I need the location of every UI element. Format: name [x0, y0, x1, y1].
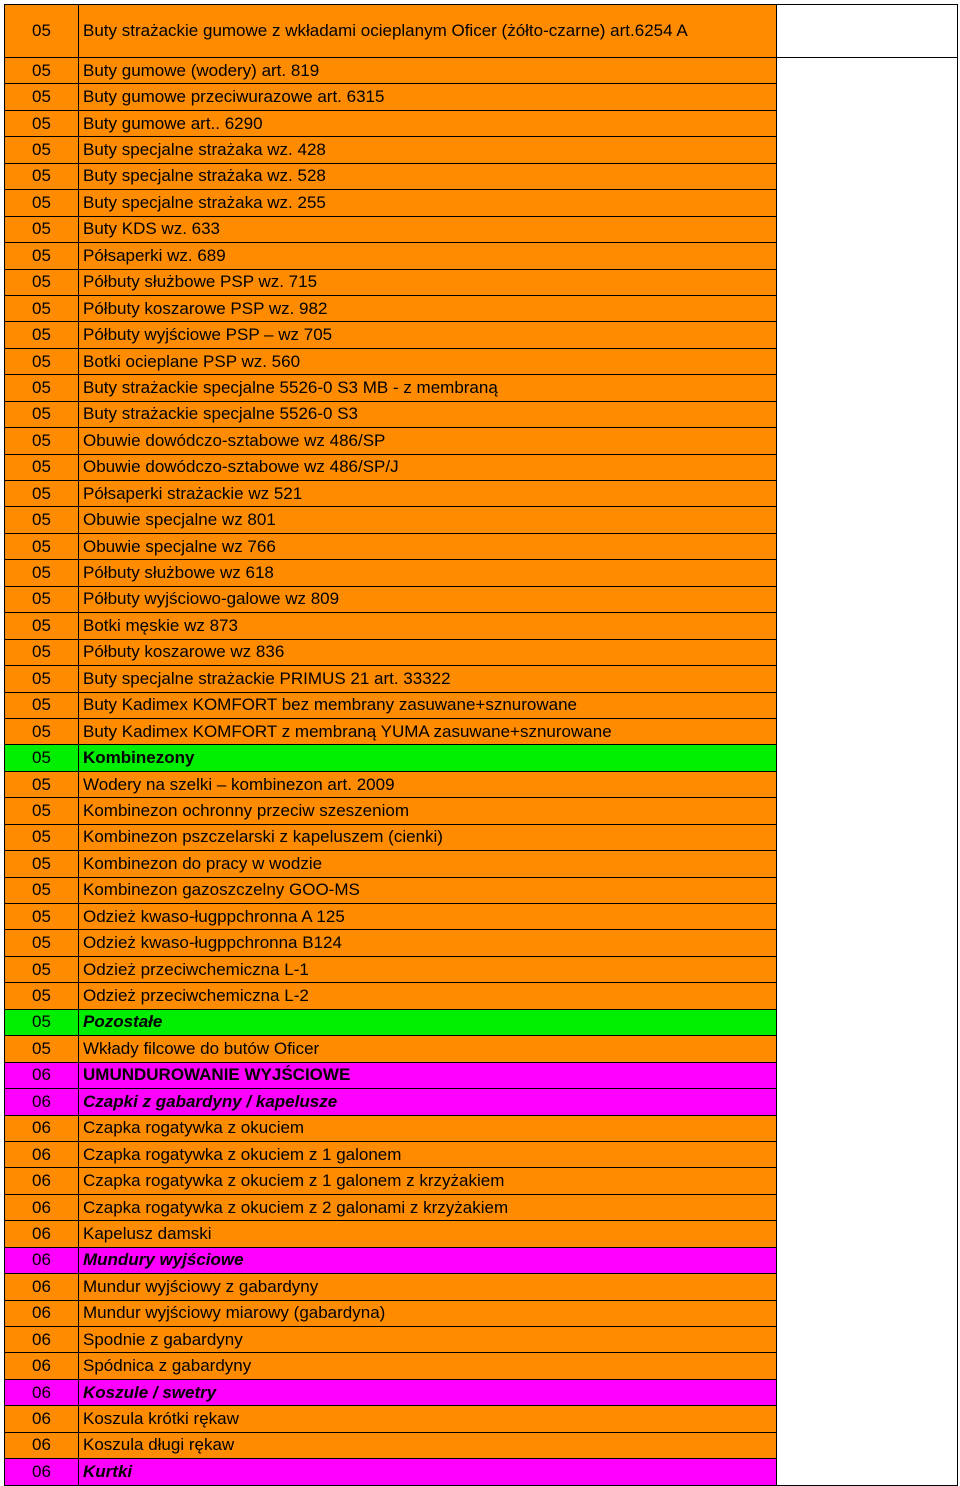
row-blank-cell[interactable] — [777, 1141, 958, 1167]
row-blank-cell[interactable] — [777, 110, 958, 136]
row-code-cell[interactable]: 06 — [5, 1194, 79, 1220]
row-blank-cell[interactable] — [777, 1432, 958, 1458]
row-blank-cell[interactable] — [777, 1168, 958, 1194]
row-blank-cell[interactable] — [777, 745, 958, 771]
table-row — [5, 269, 958, 295]
row-name-cell[interactable]: Mundur wyjściowy miarowy (gabardyna) — [79, 1300, 777, 1326]
row-blank-cell[interactable] — [777, 533, 958, 559]
row-name-cell[interactable]: Czapka rogatywka z okuciem — [79, 1115, 777, 1141]
row-name-cell[interactable]: Buty gumowe przeciwurazowe art. 6315 — [79, 84, 777, 110]
table-row — [5, 110, 958, 136]
table-row — [5, 1168, 958, 1194]
table-row — [5, 666, 958, 692]
row-code-cell[interactable]: 05 — [5, 824, 79, 850]
row-name-cell[interactable]: Kombinezony — [79, 745, 777, 771]
row-name-cell[interactable]: Odzież przeciwchemiczna L-2 — [79, 983, 777, 1009]
row-code-cell[interactable]: 05 — [5, 1009, 79, 1035]
table-row — [5, 1141, 958, 1167]
table-row — [5, 428, 958, 454]
row-code-cell[interactable]: 06 — [5, 1115, 79, 1141]
row-blank-cell[interactable] — [777, 322, 958, 348]
row-code-cell[interactable]: 05 — [5, 84, 79, 110]
row-blank-cell[interactable] — [777, 84, 958, 110]
row-name-cell[interactable]: Koszula długi rękaw — [79, 1432, 777, 1458]
row-name-cell[interactable]: Kombinezon pszczelarski z kapeluszem (cienki) — [79, 824, 777, 850]
table-row — [5, 1406, 958, 1432]
row-name-cell[interactable]: Kombinezon do pracy w wodzie — [79, 851, 777, 877]
row-name-cell[interactable]: Półbuty koszarowe PSP wz. 982 — [79, 295, 777, 321]
table-row — [5, 1274, 958, 1300]
table-row — [5, 1036, 958, 1062]
row-code-cell[interactable]: 05 — [5, 375, 79, 401]
row-code-cell[interactable]: 05 — [5, 216, 79, 242]
table-row — [5, 718, 958, 744]
row-name-cell[interactable]: Kurtki — [79, 1459, 777, 1485]
row-blank-cell[interactable] — [777, 1089, 958, 1115]
row-name-cell[interactable]: Czapka rogatywka z okuciem z 1 galonem — [79, 1141, 777, 1167]
row-name-cell[interactable]: Pozostałe — [79, 1009, 777, 1035]
row-code-cell[interactable]: 05 — [5, 771, 79, 797]
row-name-cell[interactable]: Kapelusz damski — [79, 1221, 777, 1247]
row-name-cell[interactable]: Buty gumowe art.. 6290 — [79, 110, 777, 136]
table-row — [5, 1379, 958, 1405]
row-code-cell[interactable]: 05 — [5, 348, 79, 374]
row-code-cell[interactable]: 05 — [5, 454, 79, 480]
row-code-cell[interactable]: 05 — [5, 586, 79, 612]
row-code-cell[interactable]: 06 — [5, 1141, 79, 1167]
row-code-cell[interactable]: 05 — [5, 560, 79, 586]
row-blank-cell[interactable] — [777, 639, 958, 665]
row-blank-cell[interactable] — [777, 190, 958, 216]
table-row — [5, 692, 958, 718]
row-code-cell[interactable]: 06 — [5, 1221, 79, 1247]
row-code-cell[interactable]: 05 — [5, 877, 79, 903]
row-code-cell[interactable]: 05 — [5, 243, 79, 269]
spreadsheet — [4, 4, 958, 1486]
row-name-cell[interactable]: Mundur wyjściowy z gabardyny — [79, 1274, 777, 1300]
table-row — [5, 533, 958, 559]
table-row — [5, 1353, 958, 1379]
row-blank-cell[interactable] — [777, 375, 958, 401]
row-name-cell[interactable]: Buty specjalne strażaka wz. 428 — [79, 137, 777, 163]
table-row — [5, 1089, 958, 1115]
row-blank-cell[interactable] — [777, 560, 958, 586]
table-row — [5, 84, 958, 110]
table-row — [5, 1115, 958, 1141]
table-body — [5, 5, 958, 1486]
row-blank-cell[interactable] — [777, 692, 958, 718]
table-row — [5, 348, 958, 374]
row-blank-cell[interactable] — [777, 1221, 958, 1247]
row-blank-cell[interactable] — [777, 58, 958, 84]
row-name-cell[interactable]: Buty gumowe (wodery) art. 819 — [79, 58, 777, 84]
table-row — [5, 1300, 958, 1326]
row-blank-cell[interactable] — [777, 586, 958, 612]
row-code-cell[interactable]: 05 — [5, 533, 79, 559]
row-code-cell[interactable]: 05 — [5, 401, 79, 427]
row-name-cell[interactable]: Kombinezon gazoszczelny GOO-MS — [79, 877, 777, 903]
row-blank-cell[interactable] — [777, 798, 958, 824]
row-code-cell[interactable]: 05 — [5, 851, 79, 877]
row-name-cell[interactable]: Czapki z gabardyny / kapelusze — [79, 1089, 777, 1115]
row-name-cell[interactable]: Buty strażackie gumowe z wkładami ocieplanym Oficer (żółto-czarne) art.6254 A — [79, 5, 777, 58]
table-row — [5, 454, 958, 480]
row-code-cell[interactable]: 05 — [5, 110, 79, 136]
row-name-cell[interactable]: Mundury wyjściowe — [79, 1247, 777, 1273]
row-code-cell[interactable]: 06 — [5, 1062, 79, 1088]
row-name-cell[interactable]: Półbuty służbowe PSP wz. 715 — [79, 269, 777, 295]
row-code-cell[interactable]: 06 — [5, 1327, 79, 1353]
table-row — [5, 956, 958, 982]
table-row — [5, 771, 958, 797]
table-row — [5, 824, 958, 850]
row-blank-cell[interactable] — [777, 1327, 958, 1353]
row-code-cell[interactable]: 05 — [5, 190, 79, 216]
table-row — [5, 1432, 958, 1458]
row-code-cell[interactable]: 05 — [5, 930, 79, 956]
row-blank-cell[interactable] — [777, 851, 958, 877]
row-name-cell[interactable]: Półbuty wyjściowe PSP – wz 705 — [79, 322, 777, 348]
row-code-cell[interactable]: 06 — [5, 1406, 79, 1432]
row-name-cell[interactable]: Wodery na szelki – kombinezon art. 2009 — [79, 771, 777, 797]
table-row — [5, 322, 958, 348]
row-blank-cell[interactable] — [777, 1406, 958, 1432]
table-row — [5, 745, 958, 771]
table-row — [5, 1247, 958, 1273]
row-name-cell[interactable]: Odzież przeciwchemiczna L-1 — [79, 956, 777, 982]
row-name-cell[interactable]: UMUNDUROWANIE WYJŚCIOWE — [79, 1062, 777, 1088]
row-name-cell[interactable]: Buty strażackie specjalne 5526-0 S3 MB - z membraną — [79, 375, 777, 401]
table-row — [5, 375, 958, 401]
row-blank-cell[interactable] — [777, 243, 958, 269]
item-table — [4, 4, 958, 1486]
row-code-cell[interactable]: 06 — [5, 1353, 79, 1379]
row-blank-cell[interactable] — [777, 956, 958, 982]
table-row — [5, 507, 958, 533]
row-name-cell[interactable]: Obuwie specjalne wz 766 — [79, 533, 777, 559]
table-row — [5, 983, 958, 1009]
table-row — [5, 137, 958, 163]
row-name-cell[interactable]: Czapka rogatywka z okuciem z 2 galonami z krzyżakiem — [79, 1194, 777, 1220]
row-blank-cell[interactable] — [777, 348, 958, 374]
row-blank-cell[interactable] — [777, 5, 958, 58]
row-blank-cell[interactable] — [777, 216, 958, 242]
table-row — [5, 560, 958, 586]
row-name-cell[interactable]: Półbuty koszarowe wz 836 — [79, 639, 777, 665]
row-blank-cell[interactable] — [777, 1379, 958, 1405]
row-name-cell[interactable]: Spodnie z gabardyny — [79, 1327, 777, 1353]
row-name-cell[interactable]: Botki ocieplane PSP wz. 560 — [79, 348, 777, 374]
row-code-cell[interactable]: 05 — [5, 322, 79, 348]
row-code-cell[interactable]: 05 — [5, 956, 79, 982]
row-blank-cell[interactable] — [777, 507, 958, 533]
row-blank-cell[interactable] — [777, 1036, 958, 1062]
row-name-cell[interactable]: Buty KDS wz. 633 — [79, 216, 777, 242]
row-blank-cell[interactable] — [777, 295, 958, 321]
row-code-cell[interactable]: 05 — [5, 137, 79, 163]
row-name-cell[interactable]: Buty Kadimex KOMFORT bez membrany zasuwane+sznurowane — [79, 692, 777, 718]
row-code-cell[interactable]: 05 — [5, 295, 79, 321]
table-row — [5, 639, 958, 665]
row-name-cell[interactable]: Półbuty wyjściowo-galowe wz 809 — [79, 586, 777, 612]
row-code-cell[interactable]: 06 — [5, 1459, 79, 1485]
row-code-cell[interactable]: 05 — [5, 1036, 79, 1062]
row-blank-cell[interactable] — [777, 454, 958, 480]
row-code-cell[interactable]: 05 — [5, 904, 79, 930]
row-code-cell[interactable]: 06 — [5, 1300, 79, 1326]
row-code-cell[interactable]: 06 — [5, 1432, 79, 1458]
row-blank-cell[interactable] — [777, 904, 958, 930]
row-blank-cell[interactable] — [777, 1194, 958, 1220]
row-blank-cell[interactable] — [777, 1009, 958, 1035]
row-name-cell[interactable]: Buty strażackie specjalne 5526-0 S3 — [79, 401, 777, 427]
row-name-cell[interactable]: Botki męskie wz 873 — [79, 613, 777, 639]
row-blank-cell[interactable] — [777, 401, 958, 427]
row-name-cell[interactable]: Półsaperki strażackie wz 521 — [79, 481, 777, 507]
row-blank-cell[interactable] — [777, 771, 958, 797]
row-blank-cell[interactable] — [777, 824, 958, 850]
row-code-cell[interactable]: 05 — [5, 481, 79, 507]
row-code-cell[interactable]: 05 — [5, 163, 79, 189]
table-row — [5, 401, 958, 427]
row-blank-cell[interactable] — [777, 718, 958, 744]
row-blank-cell[interactable] — [777, 1062, 958, 1088]
row-code-cell[interactable]: 05 — [5, 639, 79, 665]
row-code-cell[interactable]: 05 — [5, 745, 79, 771]
row-name-cell[interactable]: Buty specjalne strażackie PRIMUS 21 art. 33322 — [79, 666, 777, 692]
row-code-cell[interactable]: 05 — [5, 692, 79, 718]
row-name-cell[interactable]: Koszula krótki rękaw — [79, 1406, 777, 1432]
row-code-cell[interactable]: 05 — [5, 269, 79, 295]
row-code-cell[interactable]: 06 — [5, 1089, 79, 1115]
table-row — [5, 1221, 958, 1247]
row-name-cell[interactable]: Kombinezon ochronny przeciw szeszeniom — [79, 798, 777, 824]
row-code-cell[interactable]: 05 — [5, 718, 79, 744]
row-code-cell[interactable]: 06 — [5, 1168, 79, 1194]
row-code-cell[interactable]: 05 — [5, 507, 79, 533]
row-code-cell[interactable]: 05 — [5, 798, 79, 824]
row-blank-cell[interactable] — [777, 930, 958, 956]
row-code-cell[interactable]: 05 — [5, 613, 79, 639]
table-row — [5, 1327, 958, 1353]
row-blank-cell[interactable] — [777, 877, 958, 903]
row-blank-cell[interactable] — [777, 428, 958, 454]
table-row — [5, 1009, 958, 1035]
row-blank-cell[interactable] — [777, 613, 958, 639]
row-name-cell[interactable]: Wkłady filcowe do butów Oficer — [79, 1036, 777, 1062]
table-row — [5, 5, 958, 58]
row-name-cell[interactable]: Obuwie specjalne wz 801 — [79, 507, 777, 533]
row-code-cell[interactable]: 05 — [5, 428, 79, 454]
row-name-cell[interactable]: Buty Kadimex KOMFORT z membraną YUMA zasuwane+sznurowane — [79, 718, 777, 744]
table-row — [5, 798, 958, 824]
table-row — [5, 481, 958, 507]
row-code-cell[interactable]: 05 — [5, 58, 79, 84]
row-blank-cell[interactable] — [777, 983, 958, 1009]
table-row — [5, 851, 958, 877]
row-name-cell[interactable]: Półbuty służbowe wz 618 — [79, 560, 777, 586]
row-blank-cell[interactable] — [777, 269, 958, 295]
row-name-cell[interactable]: Koszule / swetry — [79, 1379, 777, 1405]
table-row — [5, 58, 958, 84]
row-name-cell[interactable]: Buty specjalne strażaka wz. 528 — [79, 163, 777, 189]
row-blank-cell[interactable] — [777, 666, 958, 692]
table-row — [5, 877, 958, 903]
row-code-cell[interactable]: 06 — [5, 1379, 79, 1405]
table-row — [5, 295, 958, 321]
row-name-cell[interactable]: Obuwie dowódczo-sztabowe wz 486/SP/J — [79, 454, 777, 480]
table-row — [5, 216, 958, 242]
row-name-cell[interactable]: Czapka rogatywka z okuciem z 1 galonem z krzyżakiem — [79, 1168, 777, 1194]
table-row — [5, 163, 958, 189]
row-blank-cell[interactable] — [777, 163, 958, 189]
table-row — [5, 1062, 958, 1088]
row-blank-cell[interactable] — [777, 1247, 958, 1273]
row-name-cell[interactable]: Półsaperki wz. 689 — [79, 243, 777, 269]
row-blank-cell[interactable] — [777, 1115, 958, 1141]
row-name-cell[interactable]: Odzież kwaso-ługppchronna A 125 — [79, 904, 777, 930]
row-blank-cell[interactable] — [777, 1300, 958, 1326]
row-name-cell[interactable]: Obuwie dowódczo-sztabowe wz 486/SP — [79, 428, 777, 454]
row-blank-cell[interactable] — [777, 137, 958, 163]
row-code-cell[interactable]: 06 — [5, 1247, 79, 1273]
row-blank-cell[interactable] — [777, 1459, 958, 1485]
table-row — [5, 613, 958, 639]
row-blank-cell[interactable] — [777, 1353, 958, 1379]
table-row — [5, 904, 958, 930]
row-name-cell[interactable]: Odzież kwaso-ługppchronna B124 — [79, 930, 777, 956]
row-blank-cell[interactable] — [777, 481, 958, 507]
row-code-cell[interactable]: 05 — [5, 983, 79, 1009]
table-row — [5, 586, 958, 612]
table-row — [5, 243, 958, 269]
row-name-cell[interactable]: Spódnica z gabardyny — [79, 1353, 777, 1379]
row-code-cell[interactable]: 05 — [5, 5, 79, 58]
table-row — [5, 1459, 958, 1485]
table-row — [5, 1194, 958, 1220]
row-name-cell[interactable]: Buty specjalne strażaka wz. 255 — [79, 190, 777, 216]
row-code-cell[interactable]: 06 — [5, 1274, 79, 1300]
row-blank-cell[interactable] — [777, 1274, 958, 1300]
table-row — [5, 190, 958, 216]
table-row — [5, 930, 958, 956]
row-code-cell[interactable]: 05 — [5, 666, 79, 692]
